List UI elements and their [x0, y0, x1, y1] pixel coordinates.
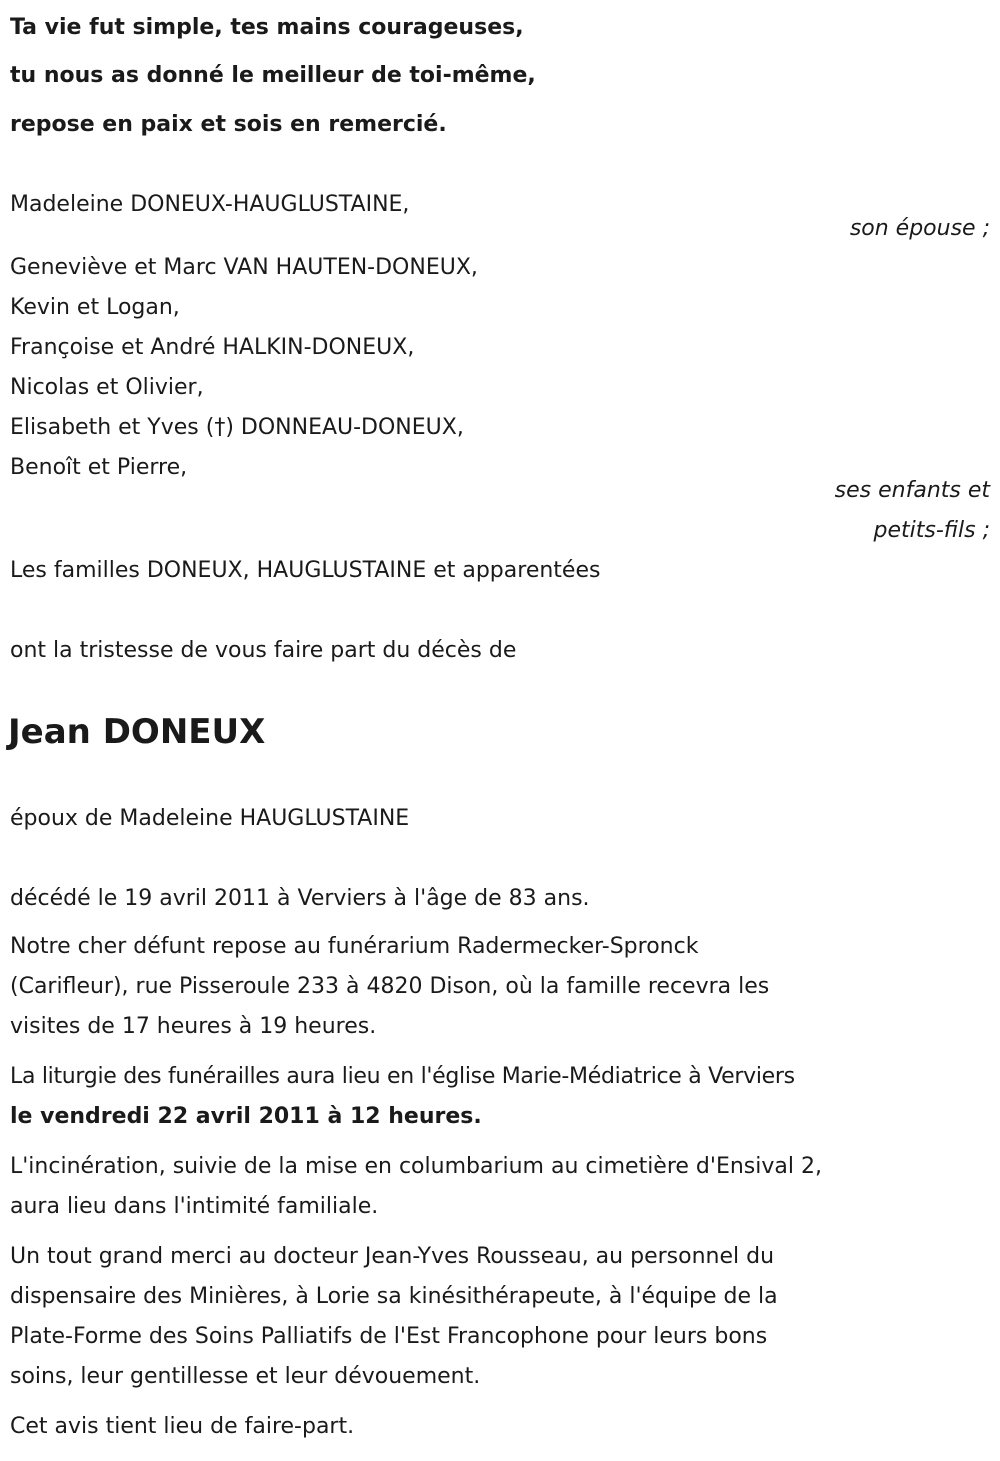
visitation-line: Notre cher défunt repose au funérarium Radermecker-Spronck	[10, 934, 699, 959]
cremation-line: aura lieu dans l'intimité familiale.	[10, 1194, 379, 1219]
cremation-line: L'incinération, suivie de la mise en columbarium au cimetière d'Ensival 2,	[10, 1154, 822, 1179]
children-role: ses enfants et	[834, 478, 990, 503]
liturgy-date: le vendredi 22 avril 2011 à 12 heures.	[10, 1104, 482, 1129]
liturgy: La liturgie des funérailles aura lieu en l'église Marie-Médiatrice à Verviers	[10, 1064, 795, 1089]
thanks-line: soins, leur gentillesse et leur dévouement.	[10, 1364, 481, 1389]
death-info: décédé le 19 avril 2011 à Verviers à l'âge de 83 ans.	[10, 886, 590, 911]
child-line: Elisabeth et Yves (†) DONNEAU-DONEUX,	[10, 415, 464, 440]
thanks-line: Un tout grand merci au docteur Jean-Yves Rousseau, au personnel du	[10, 1244, 775, 1269]
poem-line: repose en paix et sois en remercié.	[10, 112, 447, 137]
spouse-of: époux de Madeleine HAUGLUSTAINE	[10, 806, 410, 831]
child-line: Nicolas et Olivier,	[10, 375, 204, 400]
thanks-line: Plate-Forme des Soins Palliatifs de l'Est Francophone pour leurs bons	[10, 1324, 768, 1349]
poem-line: Ta vie fut simple, tes mains courageuses,	[10, 15, 524, 40]
visitation-line: visites de 17 heures à 19 heures.	[10, 1014, 377, 1039]
closing: Cet avis tient lieu de faire-part.	[10, 1414, 355, 1439]
families: Les familles DONEUX, HAUGLUSTAINE et apparentées	[10, 558, 601, 583]
poem-line: tu nous as donné le meilleur de toi-même,	[10, 63, 536, 88]
children-role: petits-fils ;	[873, 518, 990, 543]
deceased-name: Jean DONEUX	[8, 712, 266, 752]
child-line: Geneviève et Marc VAN HAUTEN-DONEUX,	[10, 255, 478, 280]
child-line: Françoise et André HALKIN-DONEUX,	[10, 335, 415, 360]
announcement: ont la tristesse de vous faire part du décès de	[10, 638, 517, 663]
child-line: Kevin et Logan,	[10, 295, 180, 320]
spouse-role: son épouse ;	[849, 216, 990, 241]
visitation-line: (Carifleur), rue Pisseroule 233 à 4820 Dison, où la famille recevra les	[10, 974, 770, 999]
thanks-line: dispensaire des Minières, à Lorie sa kinésithérapeute, à l'équipe de la	[10, 1284, 778, 1309]
spouse-name: Madeleine DONEUX-HAUGLUSTAINE,	[10, 192, 410, 217]
child-line: Benoît et Pierre,	[10, 455, 188, 480]
